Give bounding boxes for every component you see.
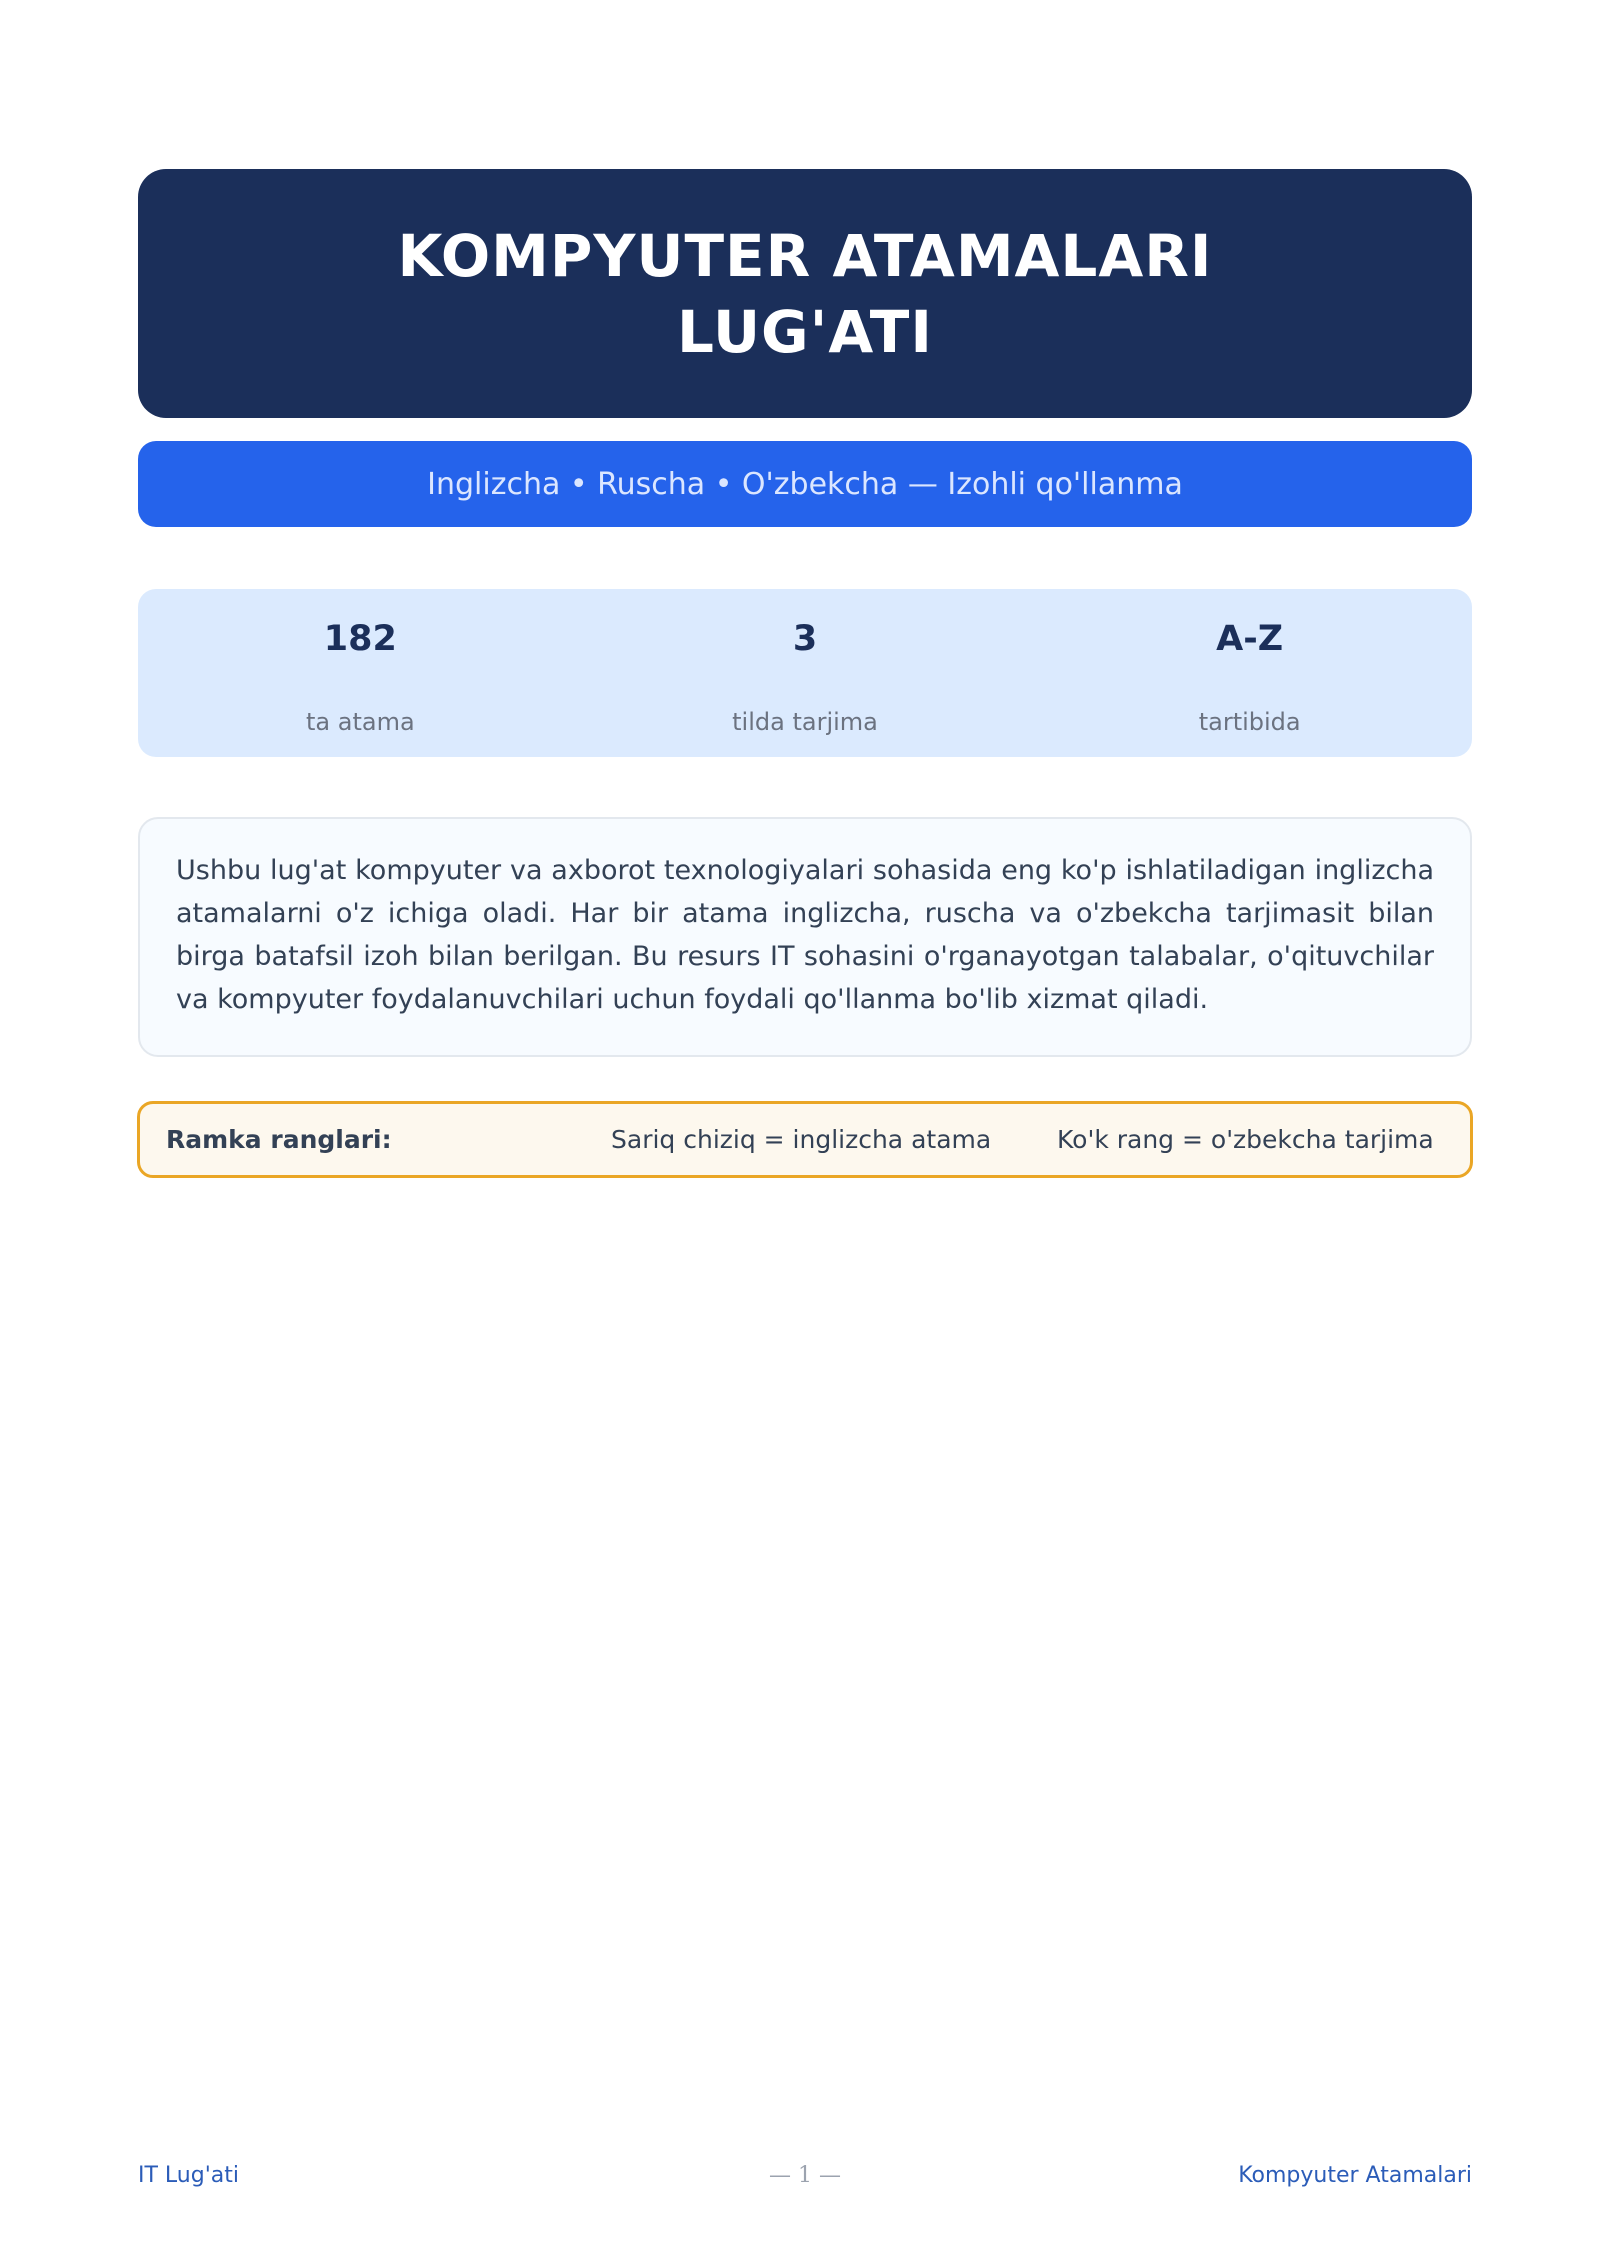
subtitle-bar xyxy=(138,441,1472,527)
stats-box xyxy=(138,589,1472,757)
stat-terms xyxy=(138,589,583,757)
footer-left: IT Lug'ati xyxy=(138,2163,239,2188)
stat-value: A-Z xyxy=(1216,619,1284,659)
page-title-line-2: LUG'ATI xyxy=(677,297,933,366)
stat-label: ta atama xyxy=(306,708,415,736)
legend-title: Ramka ranglari: xyxy=(166,1125,392,1154)
stat-order xyxy=(1027,589,1472,757)
intro-box xyxy=(138,817,1472,1057)
stat-languages xyxy=(583,589,1028,757)
stat-label: tilda tarjima xyxy=(732,708,878,736)
footer-right: Kompyuter Atamalari xyxy=(1238,2163,1472,2188)
stat-value: 182 xyxy=(323,619,397,659)
subtitle-text: Inglizcha • Ruscha • O'zbekcha — Izohli qo'llanma xyxy=(427,466,1183,502)
stat-value: 3 xyxy=(792,619,818,659)
page-title-line-1: KOMPYUTER ATAMALARI xyxy=(397,221,1213,290)
legend-item-uzbek: Ko'k rang = o'zbekcha tarjima xyxy=(1057,1125,1434,1154)
legend-item-english: Sariq chiziq = inglizcha atama xyxy=(611,1125,992,1154)
legend-box xyxy=(137,1101,1473,1178)
title-banner xyxy=(138,169,1472,418)
intro-paragraph: Ushbu lug'at kompyuter va axborot texnologiyalari sohasida eng ko'p ishlatiladigan inglizcha atamalarni o'z ichiga oladi. Har bir atama inglizcha, ruscha va o'zbekcha tarjimasit bilan birga batafsil izoh bilan berilgan. Bu resurs IT sohasini o'rganayotgan talabalar, o'qituvchilar va kompyuter foydalanuvchilari uchun foydali qo'llanma bo'lib xizmat qiladi. xyxy=(176,855,1434,1015)
stat-label: tartibida xyxy=(1198,708,1301,736)
page-number: — 1 — xyxy=(769,2163,841,2188)
